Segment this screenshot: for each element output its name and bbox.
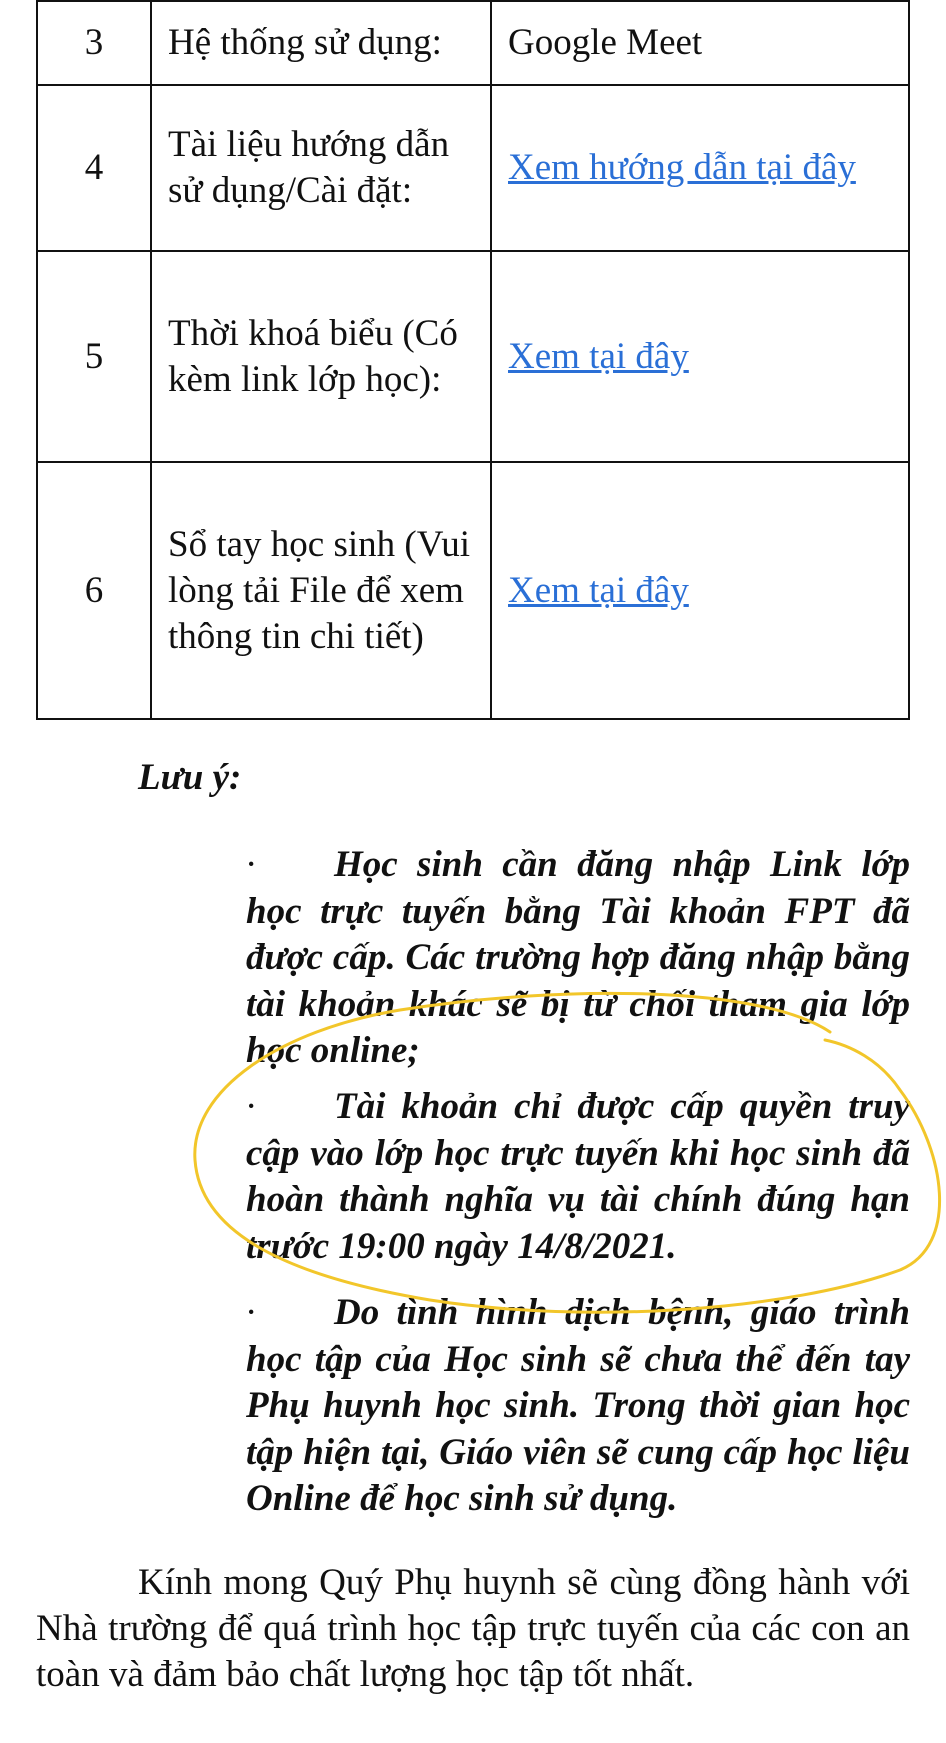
table-row: [37, 251, 909, 462]
row-number: 6: [37, 462, 151, 719]
row-label: Hệ thống sử dụng:: [151, 1, 491, 85]
bullet-dot: ·: [246, 1086, 256, 1127]
note-bullet: [246, 1290, 910, 1523]
table-row: [37, 462, 909, 719]
row-value: Google Meet: [491, 1, 909, 85]
row-label: Thời khoá biểu (Có kèm link lớp học):: [151, 251, 491, 462]
row-number: 3: [37, 1, 151, 85]
note-bullet: [246, 842, 910, 1075]
bullet-dot: ·: [246, 1292, 256, 1333]
row-label: Sổ tay học sinh (Vui lòng tải File để xem thông tin chi tiết): [151, 462, 491, 719]
note-bullet: [246, 1084, 910, 1270]
info-table: [36, 0, 910, 720]
bullet-text: Do tình hình dịch bệnh, giáo trình học tập của Học sinh sẽ chưa thể đến tay Phụ huynh học sinh. Trong thời gian học tập hiện tại, Giáo viên sẽ cung cấp học liệu Online để học sinh sử dụng.: [246, 1292, 910, 1519]
row-label: Tài liệu hướng dẫn sử dụng/Cài đặt:: [151, 85, 491, 251]
table-row: [37, 85, 909, 251]
row-number: 4: [37, 85, 151, 251]
row-number: 5: [37, 251, 151, 462]
timetable-link[interactable]: Xem tại đây: [508, 335, 689, 377]
bullet-dot: ·: [246, 844, 256, 885]
closing-text: Kính mong Quý Phụ huynh sẽ cùng đồng hành với Nhà trường để quá trình học tập trực tuyến của các con an toàn và đảm bảo chất lượng học tập tốt nhất.: [36, 1562, 910, 1695]
guide-link[interactable]: Xem hướng dẫn tại đây: [508, 147, 856, 188]
bullet-text: Tài khoản chỉ được cấp quyền truy cập vào lớp học trực tuyến khi học sinh đã hoàn thành nghĩa vụ tài chính đúng hạn trước 19:00 ngày 14/8/2021.: [246, 1086, 910, 1267]
table-row: [37, 1, 909, 85]
note-title: Lưu ý:: [138, 757, 242, 798]
bullet-text: Học sinh cần đăng nhập Link lớp học trực tuyến bằng Tài khoản FPT đã được cấp. Các trường hợp đăng nhập bằng tài khoản khác sẽ bị từ chối tham gia lớp học online;: [246, 844, 910, 1071]
handbook-link[interactable]: Xem tại đây: [508, 569, 689, 611]
closing-paragraph: [36, 1560, 910, 1698]
